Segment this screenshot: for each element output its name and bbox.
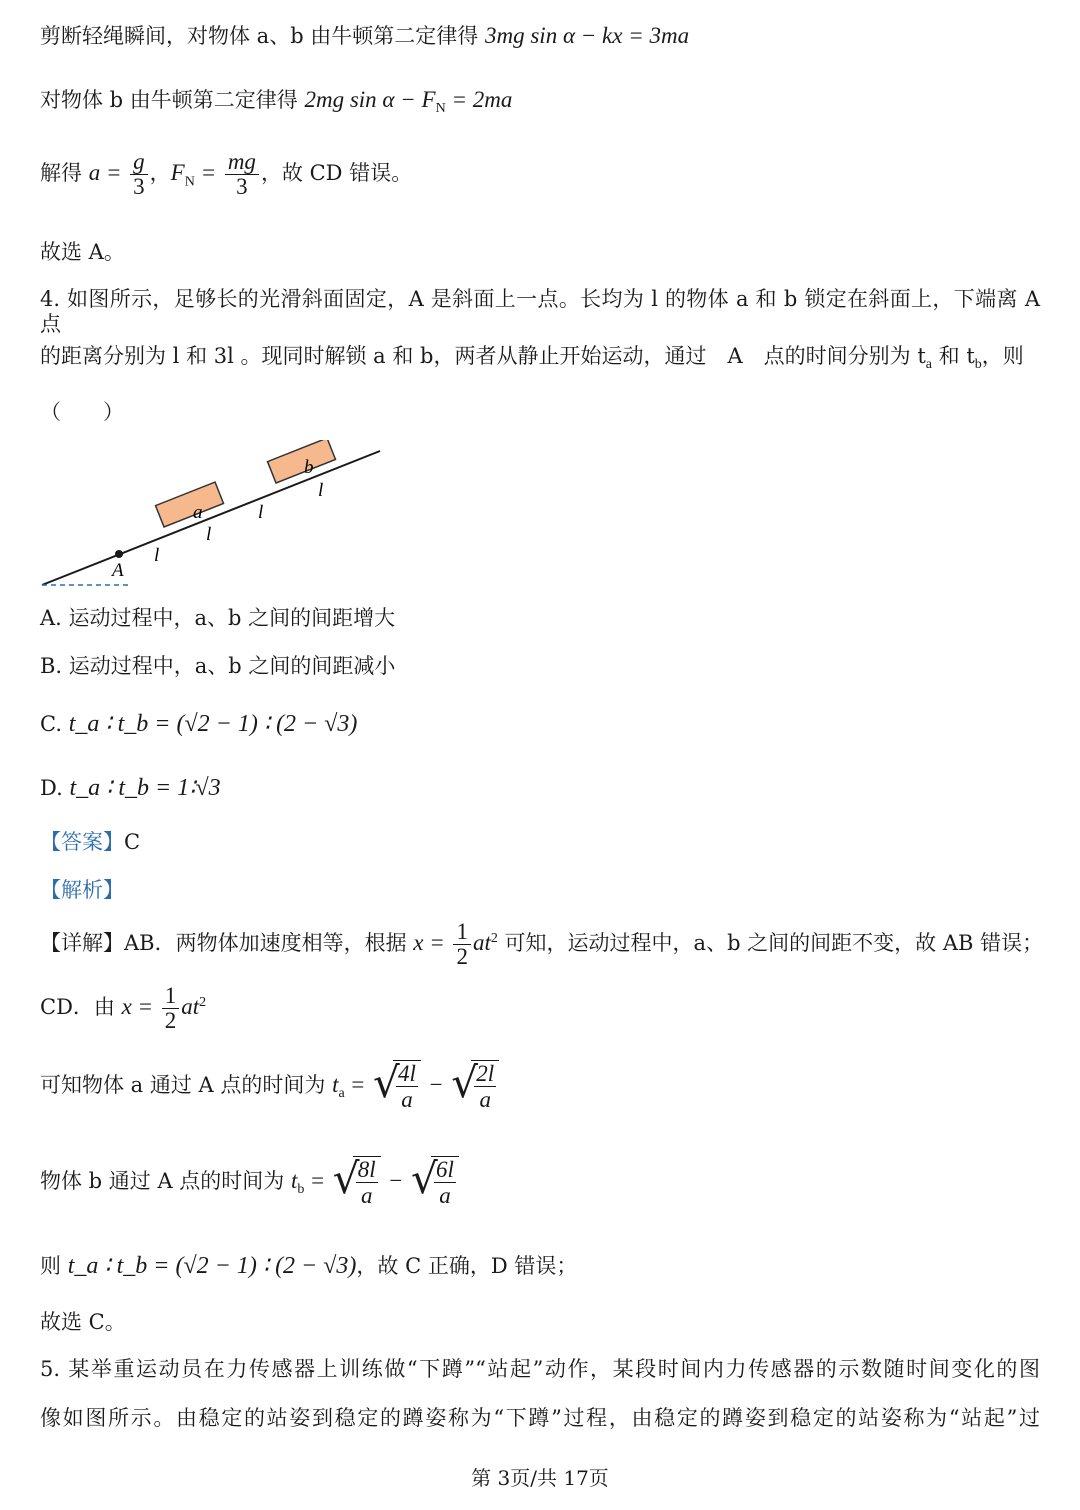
q4-stem-line-2-c: ，则 — [981, 344, 1024, 368]
radical-8l-over-a: √ $\frac{8l}{a}$ — [333, 1156, 381, 1209]
prev-line-2 — [40, 86, 512, 118]
point-A-dot — [115, 550, 123, 558]
option-C[interactable] — [40, 710, 357, 739]
q4-answer-paren: （ ） — [40, 400, 124, 424]
option-D-label: D. — [40, 776, 63, 800]
block-a-rect — [156, 482, 224, 527]
detail-ratio-pre: 则 — [40, 1254, 61, 1278]
detail-line-1-a: 【详解】AB．两物体加速度相等，根据 — [40, 931, 407, 956]
label-l-3: l — [258, 502, 264, 523]
label-A: A — [112, 560, 124, 581]
detail-line-1-b: 可知，运动过程中，a、b 之间的间距不变，故 AB 错误； — [504, 931, 1044, 956]
detail-tb-eq: = — [311, 1167, 325, 1193]
analysis-label: 【解析】 — [40, 878, 124, 902]
prev-line-3-post: ，故 CD 错误。 — [260, 161, 413, 186]
detail-eq-x: x = — [413, 930, 445, 956]
detail-at: at — [472, 930, 491, 956]
block-b — [268, 440, 336, 483]
fraction-half: $\frac{1}{2}$ — [453, 920, 471, 969]
prev-line-3-F-sub: N — [184, 174, 195, 190]
detail-line-ta — [40, 1060, 501, 1113]
option-D[interactable] — [40, 774, 221, 803]
q4-stem-line-1: 4. 如图所示，足够长的光滑斜面固定，A 是斜面上一点。长均为 l 的物体 a 和 b 锁定在斜面上，下端离 A 点 — [40, 287, 1040, 337]
block-b-rect — [268, 440, 336, 483]
detail-square: 2 — [490, 931, 498, 947]
option-B[interactable]: B. 运动过程中，a、b 之间的间距减小 — [40, 654, 396, 678]
prev-line-1-text: 剪断轻绳瞬间，对物体 a、b 由牛顿第二定律得 — [40, 24, 479, 48]
prev-line-2-text: 对物体 b 由牛顿第二定律得 — [40, 88, 298, 112]
detail-cd-pre: CD．由 — [40, 995, 115, 1020]
prev-line-3-eq: = — [194, 160, 217, 186]
q5-stem-line-1: 5. 某举重运动员在力传感器上训练做“下蹲”“站起”动作，某段时间内力传感器的示数随时间变化的图 — [40, 1357, 1040, 1381]
detail-tb-sub: b — [297, 1181, 305, 1197]
label-l-2: l — [206, 524, 212, 545]
detail-tb-pre: 物体 b 通过 A 点的时间为 — [40, 1168, 285, 1193]
label-b: b — [304, 457, 314, 478]
answer-value: C — [124, 830, 141, 854]
detail-ratio-equation: t_a ∶ t_b = (√2 − 1) ∶ (2 − √3) — [67, 1253, 357, 1279]
detail-cd-eq-x: x = — [121, 994, 154, 1020]
prev-line-2-eq-sub: N — [435, 101, 446, 117]
label-a: a — [193, 502, 203, 523]
prev-line-3-a: a = — [88, 160, 122, 186]
answer-line — [40, 830, 140, 855]
detail-tb-lhs: t — [291, 1167, 298, 1193]
prev-line-3 — [40, 150, 412, 199]
option-A[interactable]: A. 运动过程中，a、b 之间的间距增大 — [40, 606, 396, 630]
prev-line-3-F: F — [170, 160, 185, 186]
detail-line-ratio — [40, 1252, 577, 1281]
q5-stem-line-2: 像如图所示。由稳定的站姿到稳定的蹲姿称为“下蹲”过程，由稳定的蹲姿到稳定的站姿称为“站起”过 — [40, 1406, 1040, 1430]
option-C-label: C. — [40, 712, 62, 736]
fraction-g-over-3: $\frac{g}{3}$ — [130, 150, 148, 199]
detail-line-cd — [40, 984, 206, 1033]
detail-final: 故选 C。 — [40, 1310, 126, 1334]
block-a — [156, 482, 224, 527]
radical-6l-over-a: √ $\frac{6l}{a}$ — [411, 1156, 459, 1209]
q4-stem-line-2-a: 的距离分别为 l 和 3l 。现同时解锁 a 和 b，两者从静止开始运动，通过 A 点的时间分别为 t — [40, 344, 926, 368]
detail-cd-square: 2 — [199, 995, 207, 1011]
prev-line-2-eq-a: 2mg sin α − F — [304, 87, 436, 112]
incline-line — [42, 451, 380, 585]
detail-tb-minus: − — [389, 1167, 403, 1193]
answer-label: 【答案】 — [40, 830, 124, 854]
q4-stem-line-2-b: 和 t — [931, 344, 975, 368]
prev-line-3-sep: ， — [149, 161, 171, 186]
prev-line-1 — [40, 22, 689, 50]
detail-line-1 — [40, 920, 1043, 969]
incline-figure — [36, 440, 396, 595]
detail-ta-minus: − — [429, 1071, 443, 1097]
prev-line-2-eq-b: = 2ma — [445, 87, 513, 112]
detail-ta-sub: a — [338, 1085, 345, 1101]
fraction-half-2: $\frac{1}{2}$ — [162, 984, 180, 1033]
detail-ta-lhs: t — [332, 1071, 339, 1097]
detail-ta-pre: 可知物体 a 通过 A 点的时间为 — [40, 1072, 326, 1097]
fraction-mg-over-3: $\frac{mg}{3}$ — [225, 150, 259, 199]
detail-line-tb — [40, 1156, 461, 1209]
radical-4l-over-a: √ $\frac{4l}{a}$ — [373, 1060, 421, 1113]
q4-stem-line-2-sub-a: a — [925, 357, 932, 373]
label-l-1: l — [154, 545, 160, 566]
prev-line-3-pre: 解得 — [40, 161, 82, 186]
radical-2l-over-a: √ $\frac{2l}{a}$ — [451, 1060, 499, 1113]
detail-ratio-post: ，故 C 正确，D 错误； — [356, 1254, 578, 1278]
q4-stem-line-2-sub-b: b — [974, 357, 982, 373]
prev-line-4: 故选 A。 — [40, 240, 125, 264]
q4-stem-line-2 — [40, 344, 1040, 374]
option-C-equation: t_a ∶ t_b = (√2 − 1) ∶ (2 − √3) — [68, 711, 358, 737]
detail-ta-eq: = — [351, 1071, 365, 1097]
prev-line-1-equation: 3mg sin α − kx = 3ma — [485, 23, 690, 48]
option-D-equation: t_a ∶ t_b = 1∶√3 — [69, 775, 221, 801]
detail-cd-at: at — [181, 994, 200, 1020]
label-l-4: l — [318, 480, 324, 501]
page-number: 第 3页/共 17页 — [471, 1466, 609, 1490]
